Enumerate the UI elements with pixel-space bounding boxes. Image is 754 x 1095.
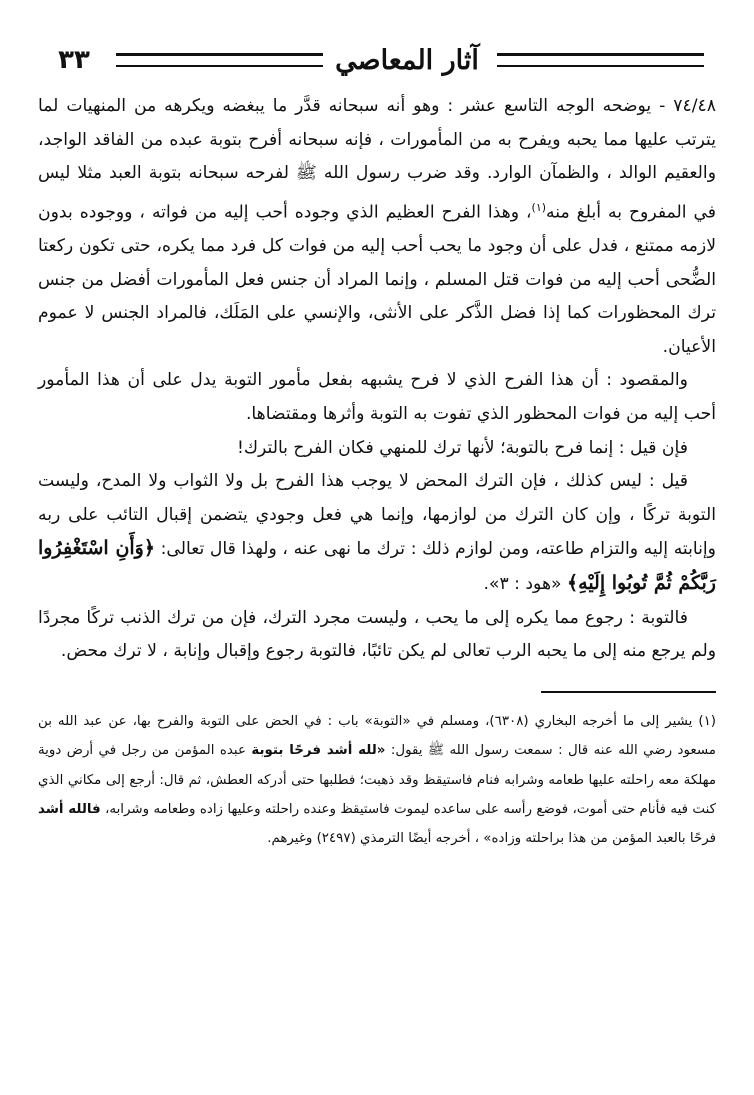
footnote-text: عبده المؤمن من رجل في أرض دوية مهلكة معه راحلته عليها طعامه وشرابه فنام فاستيقظ وقد ذهبت؛ فطلبها حتى أدركه العطش، ثم قال: أرجع إلى مكاني الذي كنت فيه فأنام حتى أموت، فوضع رأسه على ساعده ليموت فاستيقظ وعنده راحلته وعليها زاده وطعامه وشرابه، [38, 743, 716, 818]
paragraph-text: ، وهذا الفرح العظيم الذي وجوده أحب إليه من فواته ، ووجوده بدون لازمه ممتنع ، فدل على أن وجود ما يحب أحب إليه من فوات كل فرد مما يكره، حتى تكون ركعتا الضُّحى أحب إليه من فوات قتل المسلم ، وإنما المراد أن جنس فعل المأمورات أفضل من جنس ترك المحظورات كما إذا فضل الذَّكر على الأنثى، والإنسي على المَلَك، فالمراد الجنس لا عموم الأعيان. [38, 202, 716, 357]
page-number: ٣٣ [58, 45, 90, 75]
footnote-marker: (١) [531, 200, 547, 214]
header-rule-left [116, 53, 323, 67]
footnote-text: (١) يشير إلى ما أخرجه البخاري (٦٣٠٨)، ومسلم في «التوبة» باب : في الحض على التوبة والفرح بها، عن عبد الله بن مسعود رضي الله عنه قال : سمعت رسول الله ﷺ يقول: [38, 713, 716, 759]
paragraph: فالتوبة : رجوع مما يكره إلى ما يحب ، وليست مجرد الترك، فإن من ترك الذنب تركًا مجردًا ولم يرجع منه إلى ما يحبه الرب تعالى لم يكن تائبًا، فالتوبة رجوع وإقبال وإنابة ، لا ترك محض. [38, 607, 716, 662]
paragraph-text: قيل : ليس كذلك ، فإن الترك المحض لا يوجب هذا الفرح بل ولا الثواب ولا المدح، وليست التوبة تركًا ، وإن كان الترك من لوازمها، وإنما هي فعل وجودي يتضمن إقبال التائب على ربه وإنابته إليه والتزام طاعته، ومن لوازم ذلك : ترك ما نهى عنه ، ولهذا قال تعالى: [38, 471, 716, 560]
paragraph [38, 465, 716, 601]
quran-verse: ﴿وَأَنِ اسْتَغْفِرُوا رَبَّكُمْ ثُمَّ تُوبُوا إِلَيْهِ﴾ [38, 537, 716, 595]
footnote-separator [541, 691, 716, 693]
paragraph [38, 90, 716, 364]
hadith-quote: فالله أشد [38, 802, 101, 818]
header-rule-right [497, 53, 704, 67]
main-text [38, 90, 716, 669]
running-title: آثار المعاصي [335, 44, 479, 76]
paragraph: والمقصود : أن هذا الفرح الذي لا فرح يشبهه بفعل مأمور التوبة يدل على أن هذا المأمور أحب إليه من فوات المحظور الذي تفوت به التوبة وأثرها ومقتضاها. [38, 370, 716, 425]
paragraph: فإن قيل : إنما فرح بالتوبة؛ لأنها ترك للمنهي فكان الفرح بالترك! [236, 437, 688, 458]
footnote [38, 707, 716, 854]
footnote-text: فرحًا بالعبد المؤمن من هذا براحلته وزاده» ، أخرجه أيضًا الترمذي (٢٤٩٧) وغيرهم. [267, 831, 716, 847]
page-header [38, 36, 716, 84]
footnotes [38, 707, 716, 854]
paragraph-text: ٧٤/٤٨ - يوضحه الوجه التاسع عشر : وهو أنه سبحانه قدَّر ما يبغضه ويكرهه من المنهيات لما يترتب عليها مما يحبه ويفرح به من المأمورات ، فإنه سبحانه أفرح بتوبة عبده من الفاقد الواجد، والعقيم الوالد ، والظمآن الوارد. وقد ضرب رسول الله ﷺ لفرحه سبحانه بتوبة العبد مثلا ليس في المفروح به أبلغ منه [38, 96, 717, 223]
hadith-quote: «لله أشد فرحًا بتوبة [251, 743, 386, 759]
verse-reference: «هود : ٣». [483, 574, 562, 595]
